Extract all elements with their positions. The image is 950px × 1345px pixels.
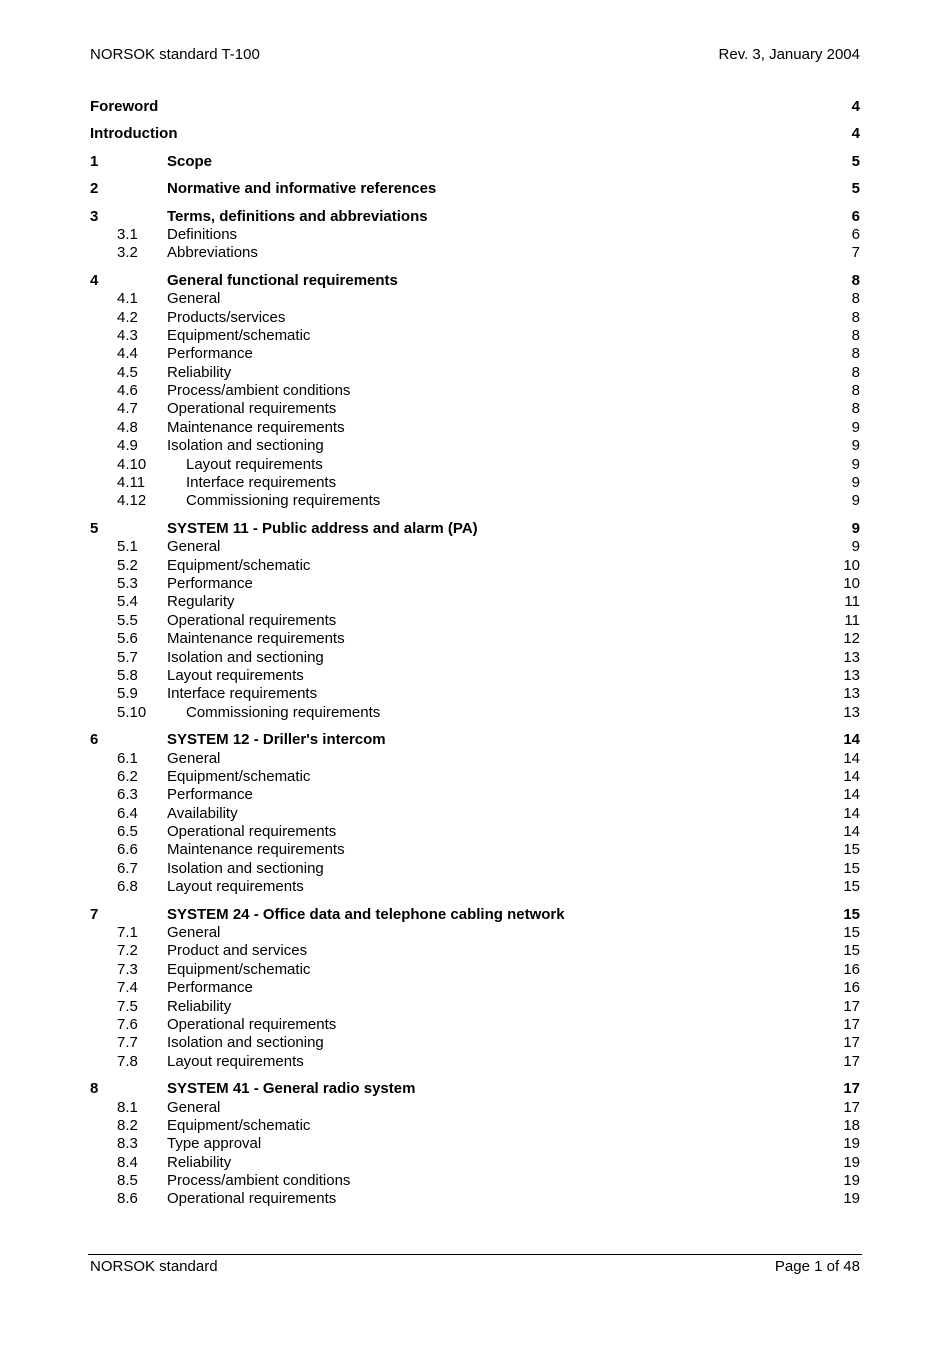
toc-subsection-entry[interactable] (90, 878, 860, 896)
toc-entry-title: Reliability (167, 363, 232, 381)
toc-entry-number: 8.3 (117, 1135, 138, 1153)
toc-entry-number: 6.1 (117, 749, 138, 767)
toc-subsection-entry[interactable] (90, 456, 860, 474)
toc-entry-number: 5.9 (117, 685, 138, 703)
toc-entry-page: 13 (843, 648, 860, 666)
toc-entry-number: 4.6 (117, 382, 138, 400)
toc-entry-page: 14 (843, 767, 860, 785)
toc-entry-number: 6.2 (117, 767, 138, 785)
toc-subsection-entry[interactable] (90, 557, 860, 575)
toc-section (90, 1080, 860, 1209)
toc-entry-number: 5.3 (117, 574, 138, 592)
toc-entry-title: Scope (167, 152, 213, 170)
toc-entry-page: 9 (851, 437, 860, 455)
toc-entry-number: 5.7 (117, 648, 138, 666)
toc-entry-title: Layout requirements (167, 666, 304, 684)
table-of-contents (90, 98, 860, 1209)
toc-entry-title: General (167, 1098, 221, 1116)
toc-entry-number: 5.5 (117, 611, 138, 629)
toc-entry-page: 4 (851, 98, 860, 115)
toc-entry-page: 14 (843, 823, 860, 841)
toc-entry-title: Operational requirements (167, 1190, 337, 1208)
toc-entry-number: 6.4 (117, 804, 138, 822)
toc-section (90, 98, 860, 116)
toc-entry-title: General (167, 290, 221, 308)
toc-section (90, 180, 860, 198)
toc-entry-page: 16 (843, 979, 860, 997)
toc-section (90, 731, 860, 897)
toc-entry-title: Definitions (167, 225, 238, 243)
toc-subsection-entry[interactable] (90, 1172, 860, 1190)
toc-section (90, 272, 860, 511)
toc-subsection-entry[interactable] (90, 1099, 860, 1117)
toc-subsection-entry[interactable] (90, 538, 860, 556)
toc-entry-page: 17 (843, 1080, 860, 1098)
toc-entry-title: Equipment/schematic (167, 556, 311, 574)
toc-entry-number: 7.6 (117, 1015, 138, 1033)
toc-entry-title: Introduction (90, 125, 178, 143)
page-footer (90, 1257, 860, 1277)
toc-entry-page: 19 (843, 1153, 860, 1171)
toc-subsection-entry[interactable] (90, 419, 860, 437)
toc-entry-title: Equipment/schematic (167, 960, 311, 978)
toc-entry-title: Operational requirements (167, 823, 337, 841)
footer-page-number: Page 1 of 48 (774, 1258, 860, 1275)
toc-subsection-entry[interactable] (90, 1117, 860, 1135)
toc-subsection-entry[interactable] (90, 823, 860, 841)
toc-entry-page: 15 (843, 905, 860, 923)
toc-entry-title: Interface requirements (167, 685, 318, 703)
toc-entry-title: General functional requirements (167, 271, 398, 289)
toc-entry-title: General (167, 749, 221, 767)
toc-entry-page: 9 (851, 418, 860, 436)
toc-entry-number: 3 (90, 207, 99, 225)
toc-entry-page: 8 (851, 271, 860, 289)
toc-entry-number: 8.6 (117, 1190, 138, 1208)
toc-entry-title: Maintenance requirements (167, 630, 345, 648)
toc-subsection-entry[interactable] (90, 1016, 860, 1034)
toc-subsection-entry[interactable] (90, 1034, 860, 1052)
toc-entry-title: Products/services (167, 308, 286, 326)
toc-subsection-entry[interactable] (90, 1190, 860, 1208)
toc-entry-page: 8 (851, 290, 860, 308)
toc-entry-number: 4.12 (117, 492, 147, 510)
toc-entry-page: 14 (843, 731, 860, 749)
toc-subsection-entry[interactable] (90, 400, 860, 418)
toc-chapter-entry[interactable] (90, 1080, 860, 1098)
toc-entry-number: 5.10 (117, 703, 147, 721)
toc-entry-title: Abbreviations (167, 244, 258, 262)
toc-entry-title: Type approval (167, 1135, 262, 1153)
toc-entry-page: 19 (843, 1135, 860, 1153)
toc-entry-title: Commissioning requirements (186, 703, 381, 721)
toc-entry-page: 13 (843, 666, 860, 684)
page-header (90, 45, 860, 65)
toc-entry-page: 4 (851, 125, 860, 143)
toc-entry-page: 9 (851, 538, 860, 556)
toc-entry-number: 4.3 (117, 326, 138, 344)
toc-entry-number: 6.5 (117, 823, 138, 841)
toc-entry-number: 4.9 (117, 437, 138, 455)
toc-entry-page: 8 (851, 382, 860, 400)
toc-subsection-entry[interactable] (90, 1154, 860, 1172)
toc-entry-title: Equipment/schematic (167, 767, 311, 785)
toc-entry-number: 5.4 (117, 593, 138, 611)
toc-subsection-entry[interactable] (90, 382, 860, 400)
toc-entry-title: Equipment/schematic (167, 326, 311, 344)
toc-subsection-entry[interactable] (90, 290, 860, 308)
toc-entry-number: 4 (90, 271, 99, 289)
toc-subsection-entry[interactable] (90, 667, 860, 685)
toc-subsection-entry[interactable] (90, 685, 860, 703)
toc-entry-number: 4.8 (117, 418, 138, 436)
toc-entry-number: 8.2 (117, 1116, 138, 1134)
toc-entry-number: 7.5 (117, 997, 138, 1015)
toc-entry-title: Terms, definitions and abbreviations (167, 207, 428, 225)
toc-entry-page: 13 (843, 685, 860, 703)
toc-chapter-entry[interactable] (90, 125, 860, 143)
toc-entry-page: 10 (843, 556, 860, 574)
toc-entry-page: 15 (843, 841, 860, 859)
toc-subsection-entry[interactable] (90, 1135, 860, 1153)
toc-entry-number: 4.5 (117, 363, 138, 381)
toc-entry-title: Performance (167, 574, 253, 592)
toc-entry-page: 13 (843, 703, 860, 721)
toc-subsection-entry[interactable] (90, 437, 860, 455)
toc-subsection-entry[interactable] (90, 492, 860, 510)
toc-subsection-entry[interactable] (90, 364, 860, 382)
toc-entry-page: 11 (844, 611, 860, 629)
toc-entry-number: 7 (90, 905, 99, 923)
toc-subsection-entry[interactable] (90, 327, 860, 345)
toc-entry-number: 3.1 (117, 225, 138, 243)
toc-entry-page: 12 (843, 630, 860, 648)
toc-entry-page: 15 (843, 924, 860, 942)
toc-entry-number: 4.4 (117, 345, 138, 363)
toc-entry-number: 5.6 (117, 630, 138, 648)
toc-entry-number: 7.8 (117, 1052, 138, 1070)
toc-entry-title: Regularity (167, 593, 235, 611)
toc-entry-title: Foreword (90, 98, 159, 115)
toc-entry-number: 7.3 (117, 960, 138, 978)
toc-chapter-entry[interactable] (90, 731, 860, 749)
toc-chapter-entry[interactable] (90, 272, 860, 290)
toc-entry-title: Layout requirements (167, 878, 304, 896)
toc-section (90, 153, 860, 171)
toc-entry-page: 8 (851, 400, 860, 418)
toc-entry-number: 4.7 (117, 400, 138, 418)
toc-section (90, 906, 860, 1072)
toc-section (90, 520, 860, 722)
toc-entry-title: SYSTEM 11 - Public address and alarm (PA) (167, 519, 478, 537)
toc-chapter-entry[interactable] (90, 208, 860, 226)
toc-subsection-entry[interactable] (90, 226, 860, 244)
toc-entry-title: Operational requirements (167, 1015, 337, 1033)
toc-entry-page: 10 (843, 574, 860, 592)
toc-subsection-entry[interactable] (90, 979, 860, 997)
toc-entry-page: 14 (843, 749, 860, 767)
toc-subsection-entry[interactable] (90, 1053, 860, 1071)
toc-entry-page: 15 (843, 859, 860, 877)
toc-entry-number: 3.2 (117, 244, 138, 262)
header-document-title: NORSOK standard T-100 (90, 46, 260, 63)
toc-subsection-entry[interactable] (90, 768, 860, 786)
toc-entry-page: 14 (843, 804, 860, 822)
toc-entry-page: 17 (843, 1034, 860, 1052)
toc-entry-number: 5.8 (117, 666, 138, 684)
toc-entry-number: 7.2 (117, 942, 138, 960)
toc-entry-number: 5 (90, 519, 99, 537)
toc-entry-title: Performance (167, 979, 253, 997)
toc-entry-page: 8 (851, 326, 860, 344)
toc-subsection-entry[interactable] (90, 805, 860, 823)
footer-standard-name: NORSOK standard (90, 1258, 218, 1275)
toc-entry-page: 8 (851, 308, 860, 326)
toc-entry-page: 6 (851, 207, 860, 225)
toc-entry-number: 5.2 (117, 556, 138, 574)
toc-entry-page: 7 (851, 244, 860, 262)
toc-subsection-entry[interactable] (90, 860, 860, 878)
toc-entry-number: 7.1 (117, 924, 138, 942)
toc-subsection-entry[interactable] (90, 345, 860, 363)
toc-entry-title: Isolation and sectioning (167, 859, 324, 877)
toc-entry-title: Availability (167, 804, 238, 822)
toc-entry-title: Process/ambient conditions (167, 1172, 351, 1190)
toc-entry-title: Layout requirements (167, 1052, 304, 1070)
toc-entry-title: Isolation and sectioning (167, 648, 324, 666)
toc-entry-title: Isolation and sectioning (167, 1034, 324, 1052)
toc-entry-number: 8 (90, 1080, 99, 1098)
toc-entry-page: 14 (843, 786, 860, 804)
toc-entry-number: 8.1 (117, 1098, 138, 1116)
toc-entry-title: Operational requirements (167, 611, 337, 629)
toc-entry-page: 9 (851, 492, 860, 510)
toc-entry-title: Performance (167, 345, 253, 363)
toc-entry-page: 6 (851, 225, 860, 243)
toc-entry-title: SYSTEM 24 - Office data and telephone cabling network (167, 905, 565, 923)
toc-entry-title: SYSTEM 41 - General radio system (167, 1080, 416, 1098)
toc-entry-page: 15 (843, 878, 860, 896)
toc-entry-number: 1 (90, 152, 99, 170)
toc-subsection-entry[interactable] (90, 474, 860, 492)
toc-subsection-entry[interactable] (90, 998, 860, 1016)
toc-entry-title: Reliability (167, 997, 232, 1015)
toc-entry-page: 9 (851, 519, 860, 537)
toc-entry-number: 7.4 (117, 979, 138, 997)
toc-entry-page: 19 (843, 1172, 860, 1190)
toc-entry-title: Maintenance requirements (167, 418, 345, 436)
toc-entry-title: Operational requirements (167, 400, 337, 418)
toc-subsection-entry[interactable] (90, 924, 860, 942)
toc-entry-page: 17 (843, 1015, 860, 1033)
toc-subsection-entry[interactable] (90, 942, 860, 960)
toc-entry-title: Reliability (167, 1153, 232, 1171)
toc-chapter-entry[interactable] (90, 153, 860, 171)
toc-entry-number: 6.8 (117, 878, 138, 896)
toc-section (90, 208, 860, 263)
toc-entry-page: 16 (843, 960, 860, 978)
toc-subsection-entry[interactable] (90, 575, 860, 593)
toc-entry-number: 6 (90, 731, 99, 749)
header-revision: Rev. 3, January 2004 (718, 46, 860, 63)
toc-entry-title: Maintenance requirements (167, 841, 345, 859)
toc-entry-title: Product and services (167, 942, 308, 960)
toc-subsection-entry[interactable] (90, 961, 860, 979)
toc-subsection-entry[interactable] (90, 704, 860, 722)
toc-entry-number: 7.7 (117, 1034, 138, 1052)
toc-subsection-entry[interactable] (90, 786, 860, 804)
toc-entry-title: SYSTEM 12 - Driller's intercom (167, 731, 386, 749)
toc-subsection-entry[interactable] (90, 244, 860, 262)
toc-section (90, 125, 860, 143)
toc-chapter-entry[interactable] (90, 520, 860, 538)
toc-chapter-entry[interactable] (90, 98, 860, 116)
toc-entry-page: 17 (843, 1098, 860, 1116)
toc-entry-number: 4.2 (117, 308, 138, 326)
toc-entry-page: 5 (851, 180, 860, 198)
toc-chapter-entry[interactable] (90, 906, 860, 924)
toc-entry-title: Layout requirements (186, 455, 323, 473)
toc-entry-title: General (167, 924, 221, 942)
toc-entry-number: 8.4 (117, 1153, 138, 1171)
toc-entry-number: 2 (90, 180, 99, 198)
toc-entry-number: 6.3 (117, 786, 138, 804)
toc-entry-page: 11 (844, 593, 860, 611)
toc-entry-page: 8 (851, 363, 860, 381)
toc-entry-number: 5.1 (117, 538, 138, 556)
toc-entry-page: 19 (843, 1190, 860, 1208)
toc-entry-number: 4.11 (117, 474, 146, 492)
toc-entry-page: 15 (843, 942, 860, 960)
toc-subsection-entry[interactable] (90, 309, 860, 327)
toc-chapter-entry[interactable] (90, 180, 860, 198)
toc-entry-title: Process/ambient conditions (167, 382, 351, 400)
footer-divider (88, 1254, 862, 1255)
toc-subsection-entry[interactable] (90, 630, 860, 648)
toc-entry-title: Normative and informative references (167, 180, 437, 198)
toc-entry-number: 8.5 (117, 1172, 138, 1190)
toc-entry-page: 9 (851, 474, 860, 492)
toc-entry-page: 9 (851, 455, 860, 473)
toc-entry-title: General (167, 538, 221, 556)
toc-subsection-entry[interactable] (90, 841, 860, 859)
toc-entry-title: Equipment/schematic (167, 1116, 311, 1134)
toc-subsection-entry[interactable] (90, 649, 860, 667)
toc-entry-title: Isolation and sectioning (167, 437, 324, 455)
toc-entry-number: 4.1 (117, 290, 138, 308)
toc-entry-title: Commissioning requirements (186, 492, 381, 510)
toc-entry-page: 8 (851, 345, 860, 363)
toc-subsection-entry[interactable] (90, 593, 860, 611)
toc-entry-title: Performance (167, 786, 253, 804)
toc-entry-page: 17 (843, 997, 860, 1015)
toc-subsection-entry[interactable] (90, 750, 860, 768)
toc-subsection-entry[interactable] (90, 612, 860, 630)
toc-entry-title: Interface requirements (186, 474, 337, 492)
toc-entry-number: 4.10 (117, 455, 147, 473)
toc-entry-page: 17 (843, 1052, 860, 1070)
toc-entry-number: 6.7 (117, 859, 138, 877)
toc-entry-page: 18 (843, 1116, 860, 1134)
toc-entry-page: 5 (851, 152, 860, 170)
toc-entry-number: 6.6 (117, 841, 138, 859)
